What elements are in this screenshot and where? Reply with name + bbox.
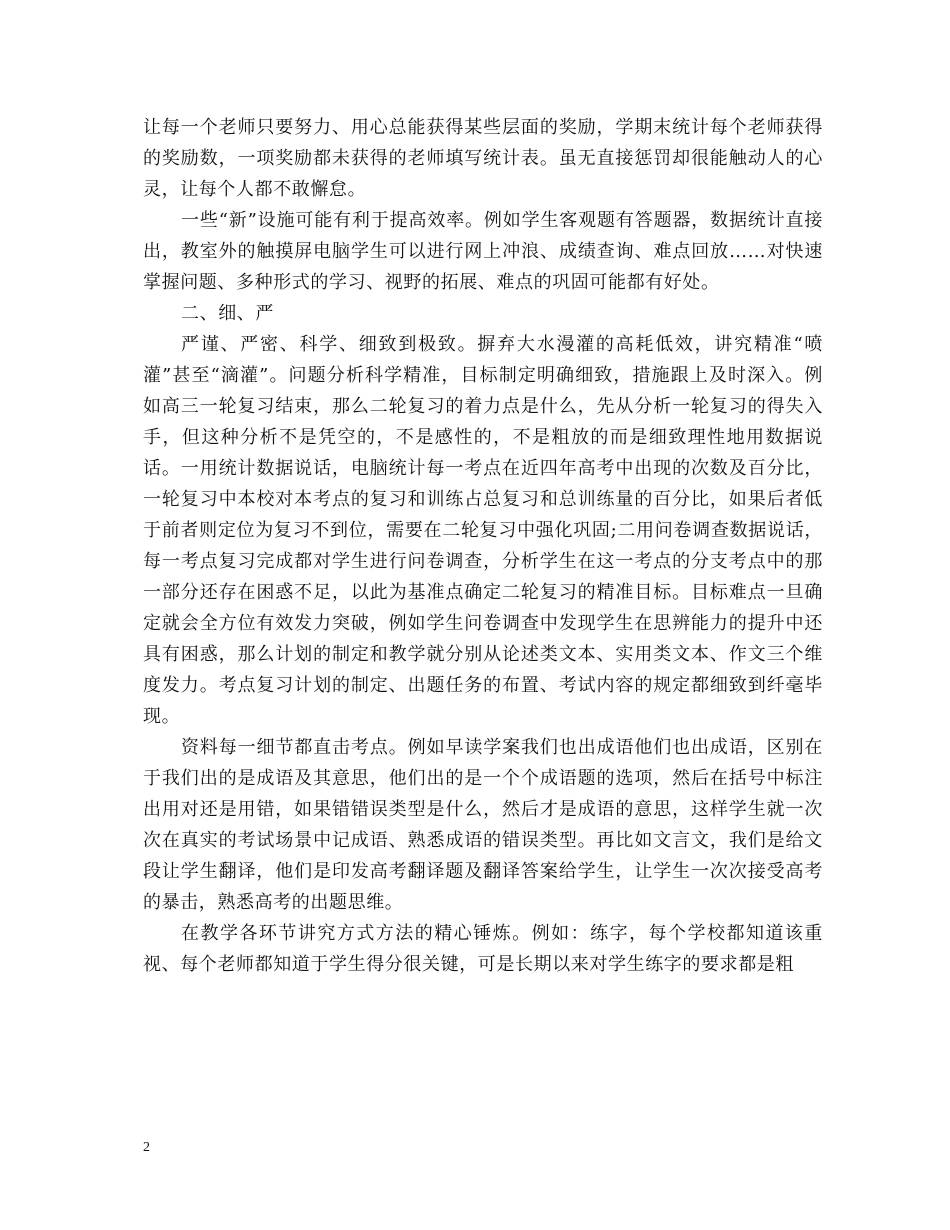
document-body xyxy=(143,112,823,980)
paragraph-3: 严谨、严密、科学、细致到极致。摒弃大水漫灌的高耗低效，讲究精准“喷灌”甚至“滴灌”。问题分析科学精准，目标制定明确细致，措施跟上及时深入。例如高三一轮复习结束，那么二轮复习的着力点是什么，先从分析一轮复习的得失入手，但这种分析不是凭空的，不是感性的，不是粗放的而是细致理性地用数据说话。一用统计数据说话，电脑统计每一考点在近四年高考中出现的次数及百分比，一轮复习中本校对本考点的复习和训练占总复习和总训练量的百分比，如果后者低于前者则定位为复习不到位，需要在二轮复习中强化巩固;二用问卷调查数据说话，每一考点复习完成都对学生进行问卷调查，分析学生在这一考点的分支考点中的那一部分还存在困惑不足，以此为基准点确定二轮复习的精准目标。目标难点一旦确定就会全方位有效发力突破，例如学生问卷调查中发现学生在思辨能力的提升中还具有困惑，那么计划的制定和教学就分别从论述类文本、实用类文本、作文三个维度发力。考点复习计划的制定、出题任务的布置、考试内容的规定都细致到纤毫毕现。 xyxy=(143,334,823,727)
paragraph-1: 让每一个老师只要努力、用心总能获得某些层面的奖励，学期末统计每个老师获得的奖励数，一项奖励都未获得的老师填写统计表。虽无直接惩罚却很能触动人的心灵，让每个人都不敢懈怠。 xyxy=(143,117,823,200)
paragraph-4: 资料每一细节都直击考点。例如早读学案我们也出成语他们也出成语，区别在于我们出的是成语及其意思，他们出的是一个个成语题的选项，然后在括号中标注出用对还是用错，如果错错误类型是什么，然后才是成语的意思，这样学生就一次次在真实的考试场景中记成语、熟悉成语的错误类型。再比如文言文，我们是给文段让学生翻译，他们是印发高考翻译题及翻译答案给学生，让学生一次次接受高考的暴击，熟悉高考的出题思维。 xyxy=(143,737,823,913)
paragraph-5: 在教学各环节讲究方式方法的精心锤炼。例如：练字，每个学校都知道该重视、每个老师都知道于学生得分很关键，可是长期以来对学生练字的要求都是粗 xyxy=(143,923,823,975)
section-heading: 二、细、严 xyxy=(181,303,274,324)
paragraph-2: 一些“新”设施可能有利于提高效率。例如学生客观题有答题器，数据统计直接出，教室外的触摸屏电脑学生可以进行网上冲浪、成绩查询、难点回放……对快速掌握问题、多种形式的学习、视野的拓展、难点的巩固可能都有好处。 xyxy=(143,210,823,293)
page-number: 2 xyxy=(143,1140,150,1155)
